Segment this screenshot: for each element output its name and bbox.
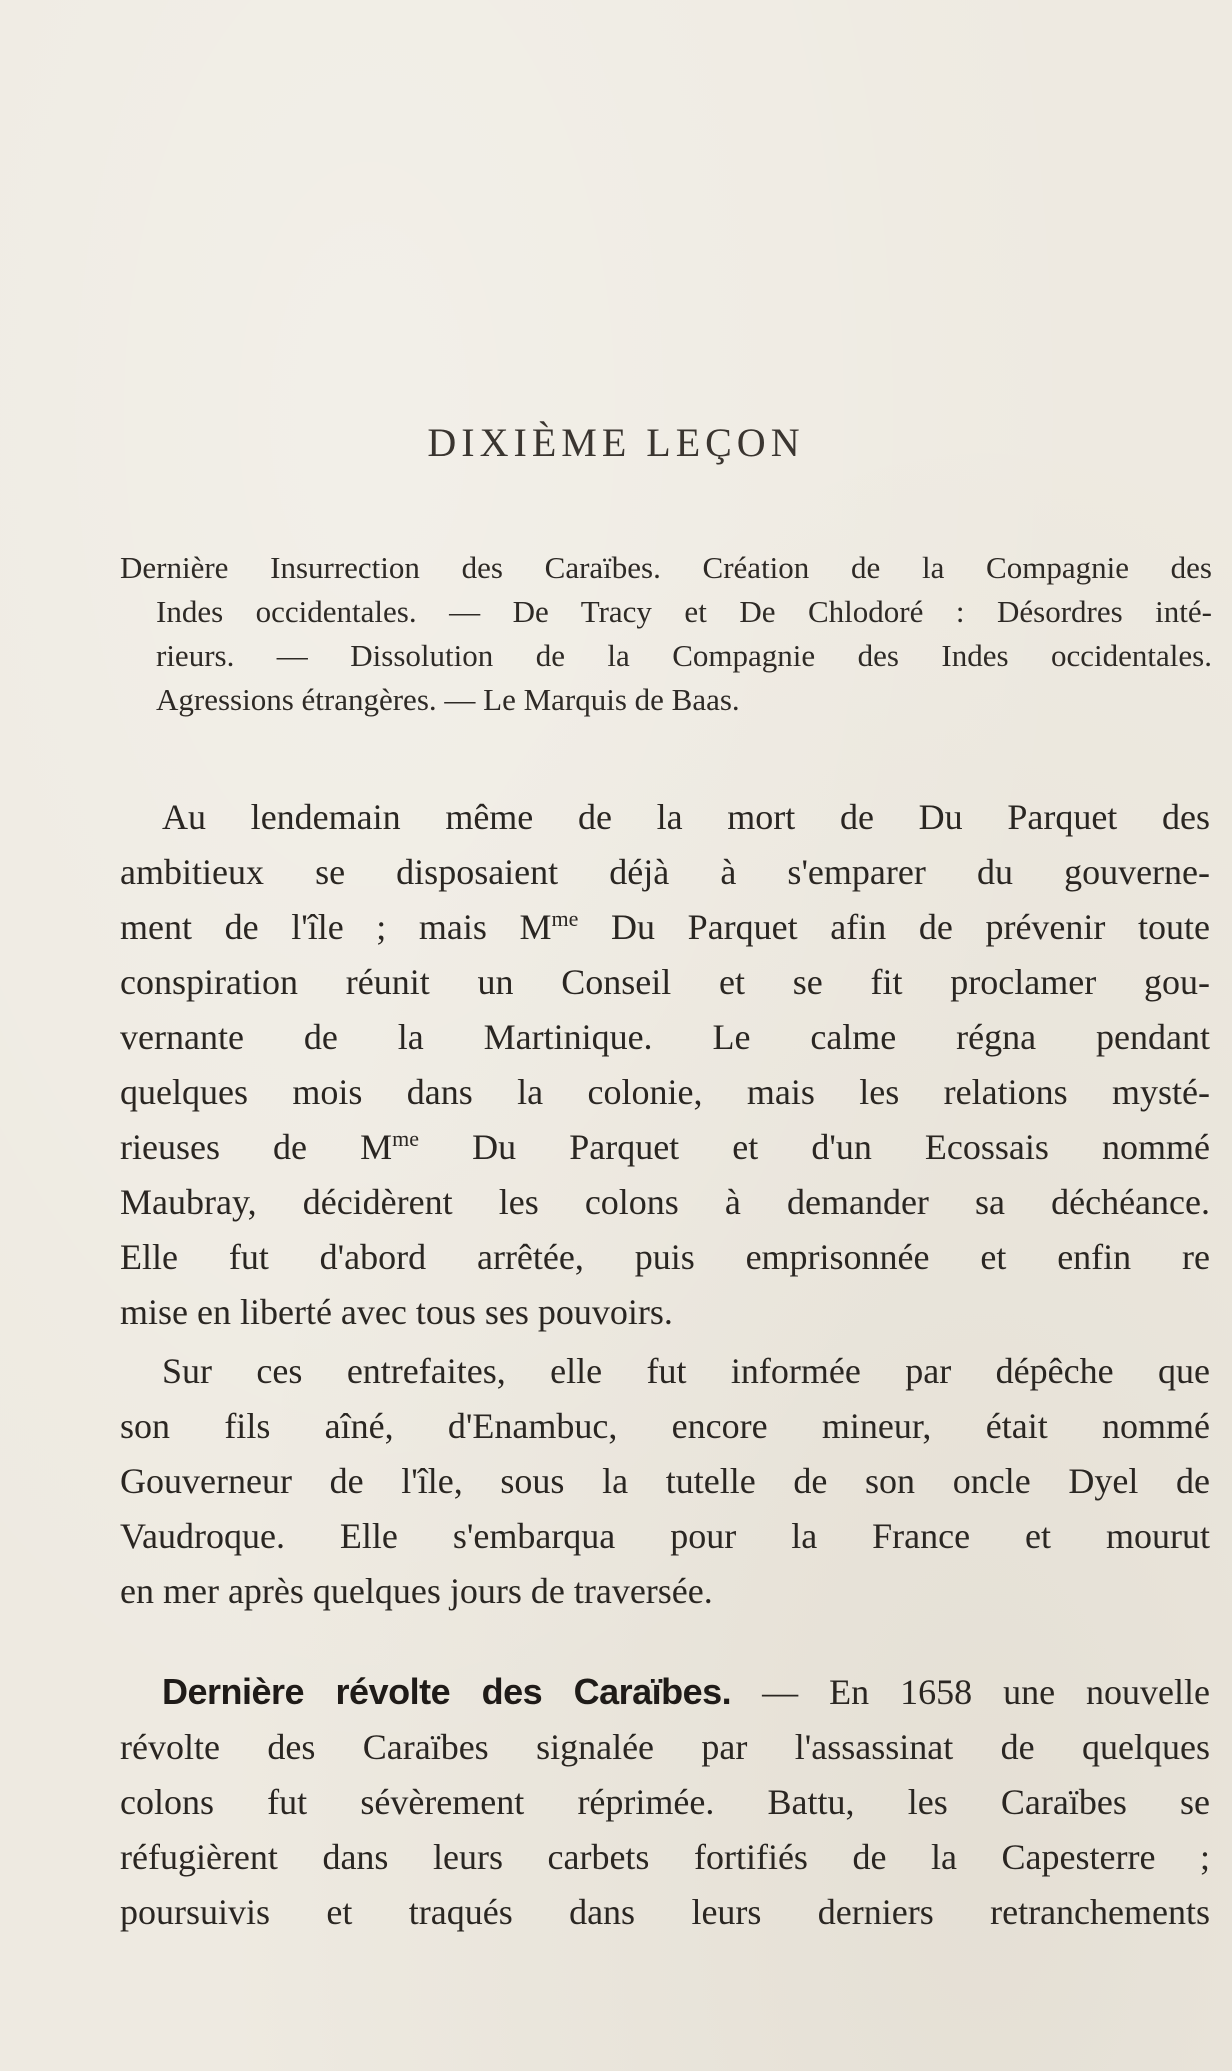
superscript: me: [392, 1126, 420, 1151]
text-line: Maubray, décidèrent les colons à demander sa déchéance.: [120, 1182, 1210, 1222]
text-line: en mer après quelques jours de traversée.: [120, 1571, 713, 1611]
text-line: [120, 1120, 1210, 1175]
paragraph-2: [120, 1344, 1210, 1619]
text-line: son fils aîné, d'Enambuc, encore mineur, était nommé: [120, 1406, 1210, 1446]
text-line: Gouverneur de l'île, sous la tutelle de son oncle Dyel de: [120, 1461, 1210, 1501]
paragraph-1: [120, 790, 1210, 1340]
section-paragraph: [120, 1664, 1210, 1940]
text-fragment: ment de l'île ; mais M: [120, 907, 552, 947]
text-line: Vaudroque. Elle s'embarqua pour la France et mourut: [120, 1516, 1210, 1556]
text-line: mise en liberté avec tous ses pouvoirs.: [120, 1292, 673, 1332]
summary-line: rieurs. — Dissolution de la Compagnie des Indes occidentales.: [156, 638, 1212, 673]
text-line: colons fut sévèrement réprimée. Battu, les Caraïbes se: [120, 1782, 1210, 1822]
text-line: Elle fut d'abord arrêtée, puis emprisonnée et enfin re: [120, 1237, 1210, 1277]
summary-line: Dernière Insurrection des Caraïbes. Création de la Compagnie des: [120, 550, 1212, 585]
text-line: Au lendemain même de la mort de Du Parquet des: [162, 797, 1210, 837]
chapter-summary: [120, 546, 1212, 722]
text-line: [120, 1664, 1210, 1720]
text-line: [120, 900, 1210, 955]
summary-line: Indes occidentales. — De Tracy et De Chlodoré : Désordres inté-: [156, 594, 1212, 629]
text-fragment: Du Parquet afin de prévenir toute: [578, 907, 1210, 947]
text-line: quelques mois dans la colonie, mais les relations mysté-: [120, 1072, 1210, 1112]
text-fragment: — En 1658 une nouvelle: [731, 1672, 1210, 1712]
text-line: vernante de la Martinique. Le calme régna pendant: [120, 1017, 1210, 1057]
summary-line: Agressions étrangères. — Le Marquis de Baas.: [156, 682, 740, 717]
text-fragment: rieuses de M: [120, 1127, 393, 1167]
superscript: me: [551, 906, 579, 931]
text-line: révolte des Caraïbes signalée par l'assassinat de quelques: [120, 1727, 1210, 1767]
text-fragment: Du Parquet et d'un Ecossais nommé: [419, 1127, 1210, 1167]
text-line: ambitieux se disposaient déjà à s'emparer du gouverne-: [120, 852, 1210, 892]
chapter-title: DIXIÈME LEÇON: [427, 419, 805, 465]
text-line: réfugièrent dans leurs carbets fortifiés de la Capesterre ;: [120, 1837, 1210, 1877]
section-heading: Dernière révolte des Caraïbes.: [162, 1671, 732, 1712]
text-line: poursuivis et traqués dans leurs derniers retranchements: [120, 1892, 1210, 1932]
text-line: conspiration réunit un Conseil et se fit proclamer gou-: [120, 962, 1210, 1002]
text-line: Sur ces entrefaites, elle fut informée par dépêche que: [162, 1351, 1210, 1391]
